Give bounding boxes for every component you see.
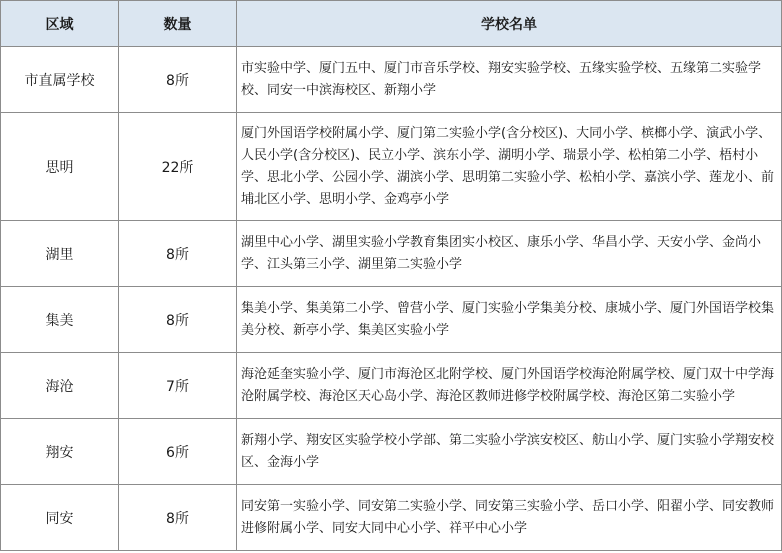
- count-cell: 7所: [119, 353, 237, 419]
- table-row: [1, 113, 782, 221]
- district-cell: 海沧: [1, 353, 119, 419]
- header-school-names: 学校名单: [237, 1, 782, 47]
- count-cell: 8所: [119, 485, 237, 551]
- table-row: [1, 353, 782, 419]
- header-row: [1, 1, 782, 47]
- table-row: [1, 485, 782, 551]
- district-cell: 同安: [1, 485, 119, 551]
- count-cell: 8所: [119, 287, 237, 353]
- count-cell: 8所: [119, 47, 237, 113]
- school-names-cell: 集美小学、集美第二小学、曾营小学、厦门实验小学集美分校、康城小学、厦门外国语学校集美分校、新亭小学、集美区实验小学: [237, 287, 782, 353]
- header-district: 区域: [1, 1, 119, 47]
- table-row: [1, 419, 782, 485]
- district-cell: 思明: [1, 113, 119, 221]
- table-header: [1, 1, 782, 47]
- table-body: [1, 47, 782, 551]
- school-names-cell: 海沧延奎实验小学、厦门市海沧区北附学校、厦门外国语学校海沧附属学校、厦门双十中学海沧附属学校、海沧区天心岛小学、海沧区教师进修学校附属学校、海沧区第二实验小学: [237, 353, 782, 419]
- district-cell: 集美: [1, 287, 119, 353]
- header-count: 数量: [119, 1, 237, 47]
- table-row: [1, 47, 782, 113]
- school-names-cell: 厦门外国语学校附属小学、厦门第二实验小学(含分校区)、大同小学、槟榔小学、演武小学、人民小学(含分校区)、民立小学、滨东小学、湖明小学、瑞景小学、松柏第二小学、梧村小学、思北小学、公园小学、湖滨小学、思明第二实验小学、松柏小学、嘉滨小学、莲龙小、前埔北区小学、思明小学、金鸡亭小学: [237, 113, 782, 221]
- district-cell: 翔安: [1, 419, 119, 485]
- school-names-cell: 市实验中学、厦门五中、厦门市音乐学校、翔安实验学校、五缘实验学校、五缘第二实验学校、同安一中滨海校区、新翔小学: [237, 47, 782, 113]
- school-names-cell: 同安第一实验小学、同安第二实验小学、同安第三实验小学、岳口小学、阳翟小学、同安教师进修附属小学、同安大同中心小学、祥平中心小学: [237, 485, 782, 551]
- table-row: [1, 221, 782, 287]
- school-names-cell: 湖里中心小学、湖里实验小学教育集团实小校区、康乐小学、华昌小学、天安小学、金尚小学、江头第三小学、湖里第二实验小学: [237, 221, 782, 287]
- district-cell: 湖里: [1, 221, 119, 287]
- count-cell: 8所: [119, 221, 237, 287]
- district-cell: 市直属学校: [1, 47, 119, 113]
- school-names-cell: 新翔小学、翔安区实验学校小学部、第二实验小学滨安校区、舫山小学、厦门实验小学翔安校区、金海小学: [237, 419, 782, 485]
- table-row: [1, 287, 782, 353]
- count-cell: 22所: [119, 113, 237, 221]
- count-cell: 6所: [119, 419, 237, 485]
